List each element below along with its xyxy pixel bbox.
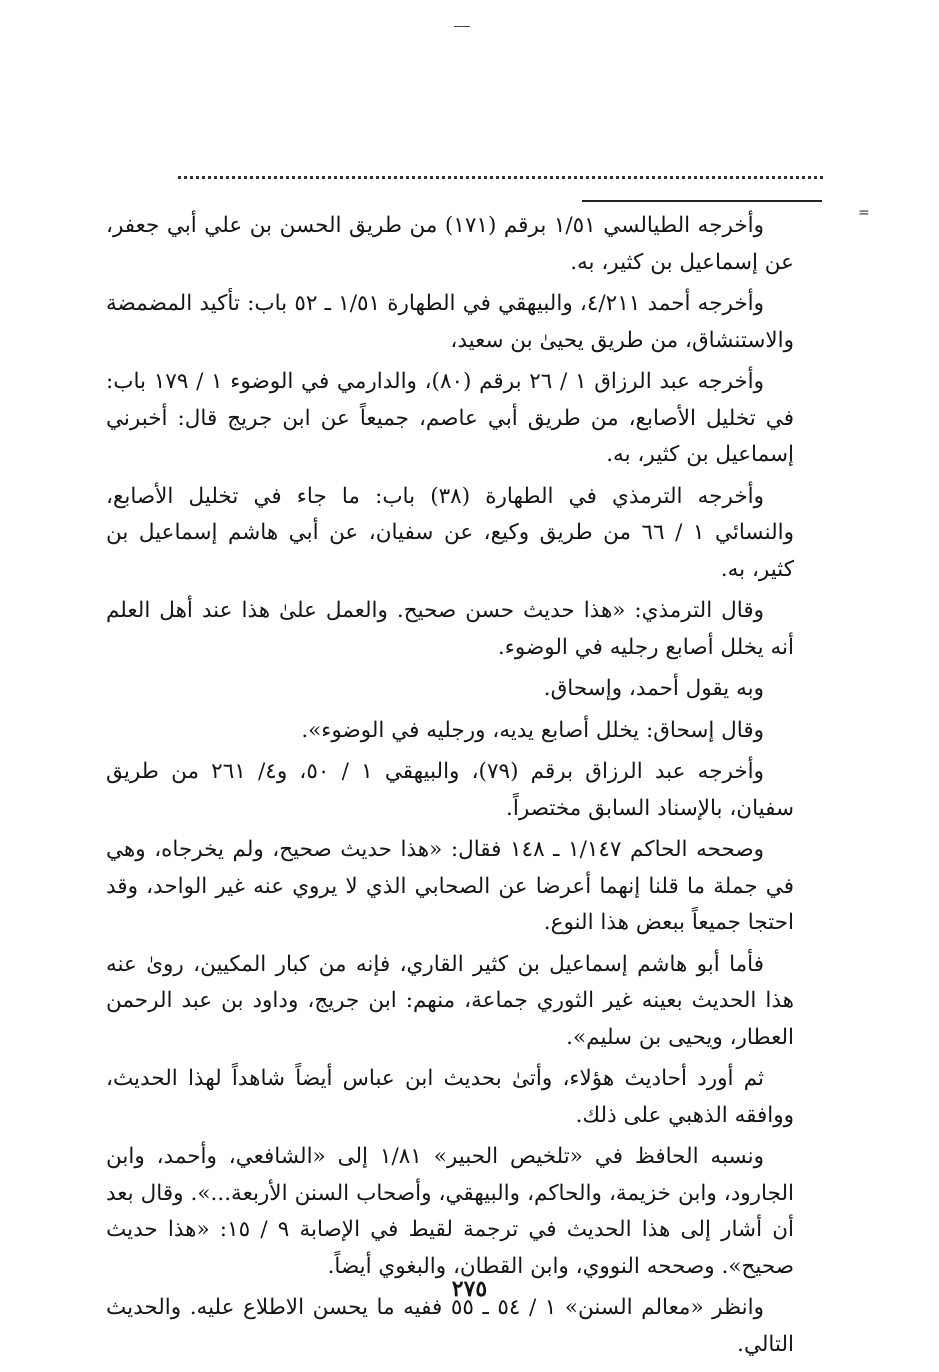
footnote-body	[106, 208, 794, 1368]
page-number: ٢٧٥	[451, 1276, 488, 1302]
paragraph-abu-hashim: فأما أبو هاشم إسماعيل بن كثير القاري، فإنه من كبار المكيين، روىٰ عنه هذا الحديث بعينه غير الثوري جماعة، منهم: ابن جريج، وداود بن عبد الرحمن العطار، ويحيى بن سليم».	[106, 951, 794, 1050]
margin-equals-mark: =	[858, 205, 870, 221]
paragraph-hafiz: ونسبه الحافظ في «تلخيص الحبير» ١/٨١ إلى «الشافعي، وأحمد، وابن الجارود، وابن خزيمة، والحاكم، والبيهقي، وأصحاب السنن الأربعة...». وقال بعد أن أشار إلى هذا الحديث في ترجمة لقيط في الإصابة ٩ / ١٥: «هذا حديث صحيح». وصححه النووي، وابن القطان، والبغوي أيضاً.	[106, 1144, 794, 1279]
paragraph-tirmidhi: وأخرجه الترمذي في الطهارة (٣٨) باب: ما جاء في تخليل الأصابع، والنسائي ١ / ٦٦ من طريق وكيع، عن سفيان، عن أبي هاشم إسماعيل بن كثير، به.	[106, 483, 794, 582]
paragraph-ahmad: وأخرجه أحمد ٤/٢١١، والبيهقي في الطهارة ١/٥١ ـ ٥٢ باب: تأكيد المضمضة والاستنشاق، من طريق يحيىٰ بن سعيد،	[106, 291, 794, 353]
paragraph-abdurrazzaq: وأخرجه عبد الرزاق ١ / ٢٦ برقم (٨٠)، والدارمي في الوضوء ١ / ١٧٩ باب: في تخليل الأصابع، من طريق أبي عاصم، جميعاً عن ابن جريج قال: أخبرني إسماعيل بن كثير، به.	[106, 369, 794, 467]
paragraph-tirmidhi-quote: وقال الترمذي: «هذا حديث حسن صحيح. والعمل علىٰ هذا عند أهل العلم أنه يخلل أصابع رجليه في الوضوء.	[106, 598, 794, 660]
paragraph-abdurrazzaq-bayhaqi: وأخرجه عبد الرزاق برقم (٧٩)، والبيهقي ١ / ٥٠، و٤/ ٢٦١ من طريق سفيان، بالإسناد السابق مختصراً.	[106, 759, 794, 821]
paragraph-dhahabi: ثم أورد أحاديث هؤلاء، وأتىٰ بحديث ابن عباس أيضاً شاهداً لهذا الحديث، ووافقه الذهبي على ذلك.	[106, 1066, 794, 1128]
paragraph-ishaq: وقال إسحاق: يخلل أصابع يديه، ورجليه في الوضوء».	[301, 717, 764, 743]
stray-mark	[454, 26, 470, 27]
paragraph-maalim: وانظر «معالم السنن» ١ / ٥٤ ـ ٥٥ ففيه ما يحسن الاطلاع عليه. والحديث التالي.	[106, 1295, 794, 1357]
dotted-separator	[178, 176, 823, 179]
paragraph-tayalisi: وأخرجه الطيالسي ١/٥١ برقم (١٧١) من طريق الحسن بن علي أبي جعفر، عن إسماعيل بن كثير، به.	[106, 213, 794, 275]
paragraph-ahmad-ishaq: وبه يقول أحمد، وإسحاق.	[543, 676, 764, 701]
footnote-rule	[582, 200, 822, 202]
paragraph-hakim: وصححه الحاكم ١/١٤٧ ـ ١٤٨ فقال: «هذا حديث صحيح، ولم يخرجاه، وهي في جملة ما قلنا إنهما أعرضا عن الصحابي الذي لا يروي عنه غير الواحد، وقد احتجا جميعاً ببعض هذا النوع.	[106, 837, 794, 935]
